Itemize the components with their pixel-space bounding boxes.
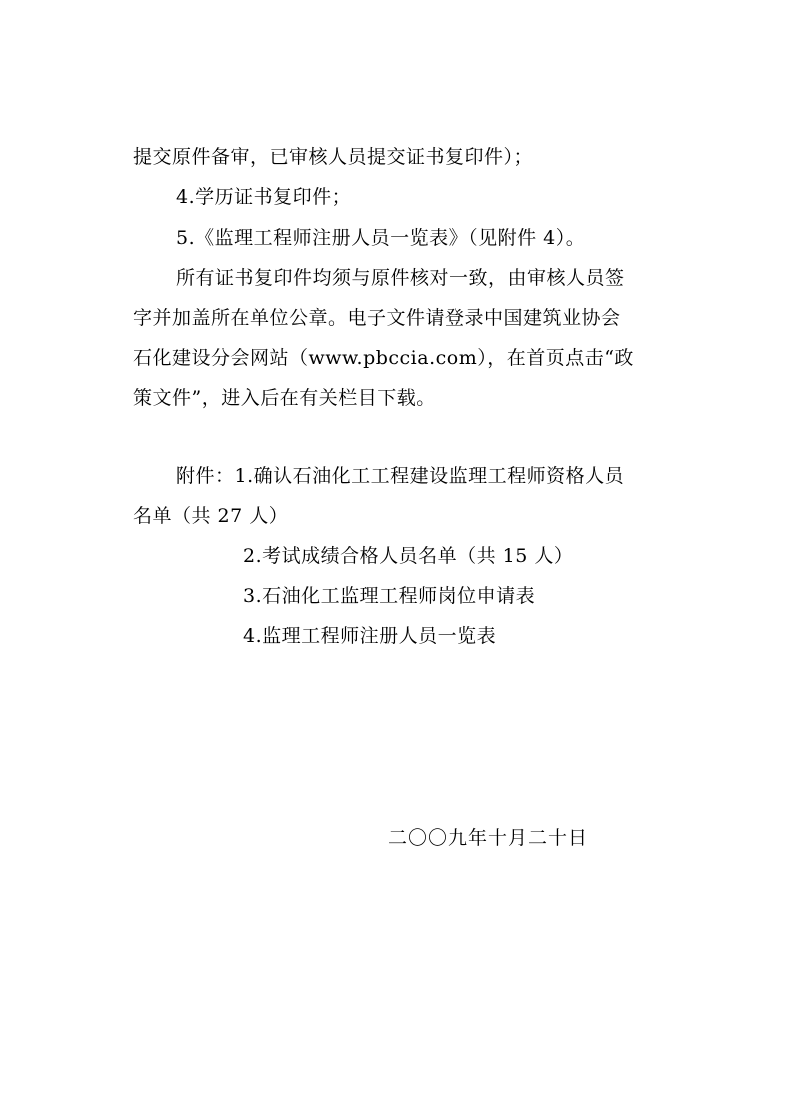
body-text-line: 石化建设分会网站（www.pbccia.com），在首页点击“政 — [133, 347, 634, 369]
attachment-item-2: 2.考试成绩合格人员名单（共 15 人） — [243, 545, 574, 567]
attachment-item-1: 附件：1.确认石油化工工程建设监理工程师资格人员 — [176, 465, 625, 487]
document-date: 二〇〇九年十月二十日 — [388, 827, 589, 849]
list-item-education-certificate: 4.学历证书复印件； — [176, 186, 352, 208]
body-text-line: 提交原件备审，已审核人员提交证书复印件）； — [133, 146, 534, 168]
body-text-line: 字并加盖所在单位公章。电子文件请登录中国建筑业协会 — [133, 307, 621, 329]
attachment-item-1-continued: 名单（共 27 人） — [133, 505, 289, 527]
attachment-item-4: 4.监理工程师注册人员一览表 — [243, 625, 497, 647]
body-text-line: 所有证书复印件均须与原件核对一致，由审核人员签 — [176, 267, 625, 289]
attachment-item-3: 3.石油化工监理工程师岗位申请表 — [243, 585, 536, 607]
list-item-registration-table: 5.《监理工程师注册人员一览表》（见附件 4）。 — [176, 227, 586, 249]
body-text-line: 策文件”，进入后在有关栏目下载。 — [133, 387, 436, 409]
